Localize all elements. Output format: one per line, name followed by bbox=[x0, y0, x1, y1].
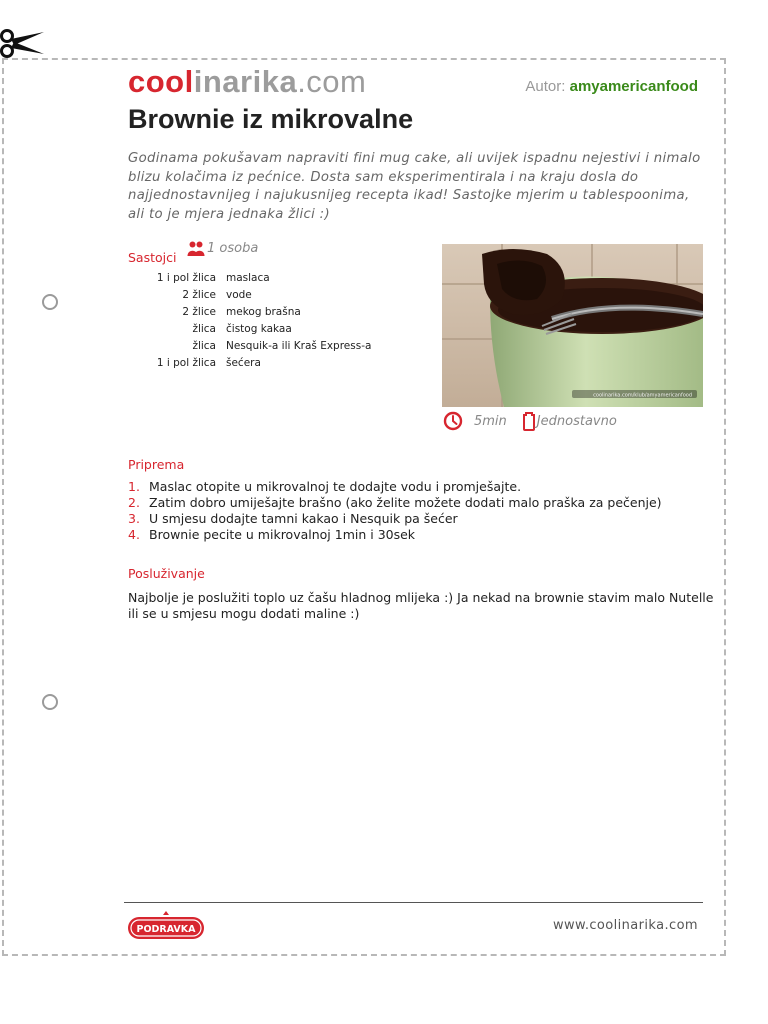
author-line bbox=[525, 78, 698, 95]
scissors-icon bbox=[0, 26, 46, 60]
difficulty-level: Jednostavno bbox=[536, 413, 617, 429]
author-label: Autor: bbox=[525, 78, 566, 95]
site-url[interactable]: www.coolinarika.com bbox=[552, 918, 698, 933]
footer-divider bbox=[124, 902, 703, 903]
ingredients-table bbox=[128, 270, 371, 372]
ingredient-row: 2 žlice vode bbox=[182, 289, 252, 301]
list-item: 4. Brownie pecite u mikrovalnoj 1min i 30sek bbox=[128, 527, 416, 542]
clock-icon bbox=[443, 411, 463, 431]
people-icon bbox=[187, 241, 206, 256]
recipe-title: Brownie iz mikrovalne bbox=[128, 104, 414, 134]
binder-hole bbox=[42, 694, 58, 710]
serving-heading: Posluživanje bbox=[128, 566, 205, 581]
servings-count: 1 osoba bbox=[207, 241, 259, 256]
prep-time: 5min bbox=[474, 413, 507, 429]
binder-hole bbox=[42, 294, 58, 310]
podravka-logo bbox=[126, 910, 206, 942]
recipe-photo bbox=[442, 244, 703, 407]
difficulty-icon bbox=[522, 411, 536, 431]
podravka-wordmark: PODRAVKA bbox=[136, 924, 196, 935]
servings bbox=[187, 241, 258, 256]
ingredients-heading: Sastojci bbox=[128, 250, 177, 265]
ingredient-row: žlica čistog kakaa bbox=[192, 323, 292, 335]
preparation-heading: Priprema bbox=[128, 457, 185, 472]
ingredient-row: 2 žlice mekog brašna bbox=[182, 306, 301, 318]
list-item: 2. Zatim dobro umiješajte brašno (ako želite možete dodati malo praška za pečenje) bbox=[128, 495, 662, 510]
list-item: 1. Maslac otopite u mikrovalnoj te dodajte vodu i promješajte. bbox=[128, 479, 522, 494]
ingredient-row: 1 i pol žlica maslaca bbox=[156, 272, 270, 284]
ingredient-row: žlica Nesquik-a ili Kraš Express-a bbox=[192, 340, 372, 352]
recipe-intro: Godinama pokušavam napraviti fini mug cake, ali uvijek ispadnu nejestivi i nimalo blizu kolačima iz pećnice. Dosta sam eksperimentirala i na kraju dosla do najjednostavnijeg i najukusnijeg recepta ikad! Sastojke mjerim u tablespoonima, ali to je mjera jednaka žlici :) bbox=[128, 151, 701, 222]
preparation-steps bbox=[128, 479, 662, 543]
ingredient-row: 1 i pol žlica šećera bbox=[156, 357, 261, 369]
author-name[interactable]: amyamericanfood bbox=[569, 78, 698, 95]
photo-watermark: coolinarika.com/klub/amyamericanfood bbox=[593, 392, 692, 399]
list-item: 3. U smjesu dodajte tamni kakao i Nesquik pa šećer bbox=[128, 511, 458, 526]
serving-text: Najbolje je poslužiti toplo uz čašu hladnog mlijeka :) Ja nekad na brownie stavim malo Nutelle ili se u smjesu mogu dodati maline :) bbox=[128, 590, 714, 621]
recipe-meta bbox=[443, 411, 617, 431]
coolinarika-logo: coolinarika.com bbox=[128, 64, 367, 99]
